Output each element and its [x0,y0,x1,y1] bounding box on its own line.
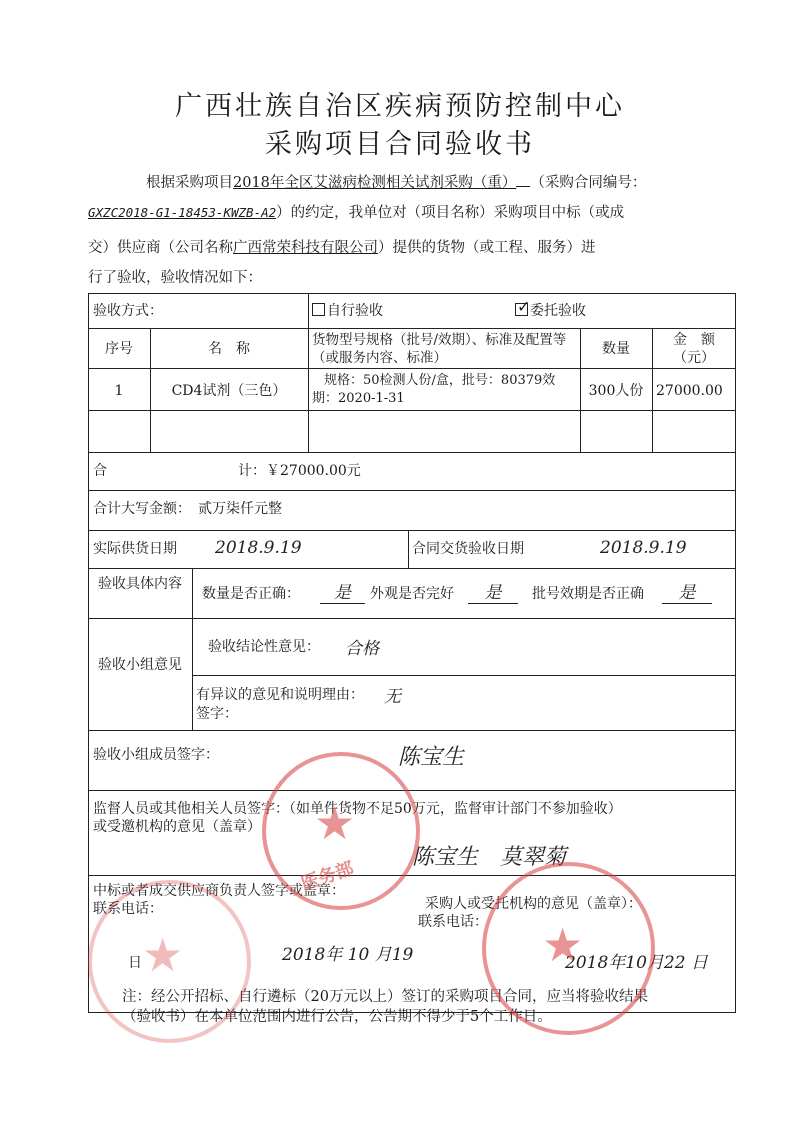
supplier-date-handwritten: 2018年 10 月19 [282,945,414,965]
col-amount-header: 金 额（元） [673,332,715,366]
members-label: 验收小组成员签字： [93,747,219,763]
intro-line-3: 交）供应商（公司名称广西常荣科技有限公司）提供的货物（或工程、服务）进 [88,240,596,256]
purchaser-stamp-star-icon: ★ [542,918,584,972]
col-qty-header: 数量 [602,341,630,357]
entrust-check-option[interactable]: ✓ 委托验收 [517,297,586,319]
col-name-header: 名 称 [208,341,250,357]
actual-date-label: 实际供货日期 [93,541,177,557]
col-spec-header: 货物型号规格（批号/效期）、标准及配置等（或服务内容、标准） [312,332,567,366]
group-label: 验收小组意见 [98,657,182,673]
org-title: 广西壮族自治区疾病预防控制中心 [175,91,625,122]
actual-date-handwritten: 2018.9.19 [215,538,302,558]
center-stamp-dept: 医务部 [298,858,357,895]
total-amount: 计：￥27000.00元 [238,463,361,479]
sign-label: 签字： [196,706,238,722]
row1-qty: 300人份 [588,383,644,399]
checked-checkbox-icon: ✓ [517,297,531,316]
contract-date-label: 合同交货验收日期 [412,541,524,557]
supplier-stamp-star-icon: ★ [142,928,184,982]
supplier-date-ri: 日 [128,955,142,971]
objection-label: 有异议的意见和说明理由： [196,687,364,703]
total-upper: 合计大写金额： 贰万柒仟元整 [93,501,282,517]
purchaser-sign-label: 采购人或受托机构的意见（盖章）： [425,896,642,912]
intro-line-4: 行了验收，验收情况如下： [88,270,262,286]
conclusion-label: 验收结论性意见： [208,639,320,655]
supervisor-handwritten: 陈宝生 莫翠菊 [412,845,567,870]
center-stamp-star-icon: ★ [314,796,356,850]
contract-date-handwritten: 2018.9.19 [600,538,687,558]
qty-check-label: 数量是否正确： [202,586,300,602]
intro-line-2: GXZC2018-G1-18453-KWZB-A2）的约定，我单位对（项目名称）采购项目中标（或成 [88,205,625,221]
doc-title: 采购项目合同验收书 [265,129,535,160]
checkbox-icon [312,303,325,316]
look-check-handwritten: 是 [468,578,518,604]
qty-check-handwritten: 是 [320,578,365,604]
supervisor-line-1: 监督人员或其他相关人员签字：（如单件货物不足50万元，监督审计部门不参加验收） [93,801,622,817]
batch-check-handwritten: 是 [662,578,712,604]
members-handwritten: 陈宝生 [398,745,465,770]
contract-number: GXZC2018-G1-18453-KWZB-A2 [88,205,277,220]
supplier-name: 广西常荣科技有限公司 [233,240,378,256]
objection-handwritten: 无 [384,687,401,707]
row1-spec: 规格：50检测人份/盒，批号：80379效期：2020-1-31 [312,373,556,406]
batch-check-label: 批号效期是否正确 [532,586,644,602]
purchaser-phone-label: 联系电话： [418,914,488,930]
content-label: 验收具体内容 [98,576,182,592]
row1-amount: 27000.00 [656,383,723,399]
supplier-phone-label: 联系电话： [93,901,163,917]
row1-no: 1 [114,383,124,399]
look-check-label: 外观是否完好 [370,586,454,602]
method-label: 验收方式： [93,303,163,319]
conclusion-handwritten: 合格 [345,639,379,659]
self-check-option[interactable]: 自行验收 [312,302,383,320]
note-line-2: （验收书）在本单位范围内进行公告，公告期不得少于5个工作日。 [122,1009,552,1025]
supplier-sign-label: 中标或者成交供应商负责人签字或盖章： [93,883,345,899]
col-no-header: 序号 [105,341,133,357]
note-line-1: 注：经公开招标、自行遴标（20万元以上）签订的采购项目合同，应当将验收结果 [122,989,648,1005]
purchaser-date-handwritten: 2018年10月22 日 [565,953,708,973]
supervisor-line-2: 或受邀机构的意见（盖章） [93,819,261,835]
row1-name: CD4试剂（三色） [171,383,287,399]
total-he: 合 [93,463,107,479]
intro-line-1: 根据采购项目2018年全区艾滋病检测相关试剂采购（重） （采购合同编号： [146,175,647,191]
project-name: 2018年全区艾滋病检测相关试剂采购（重） [233,175,517,191]
